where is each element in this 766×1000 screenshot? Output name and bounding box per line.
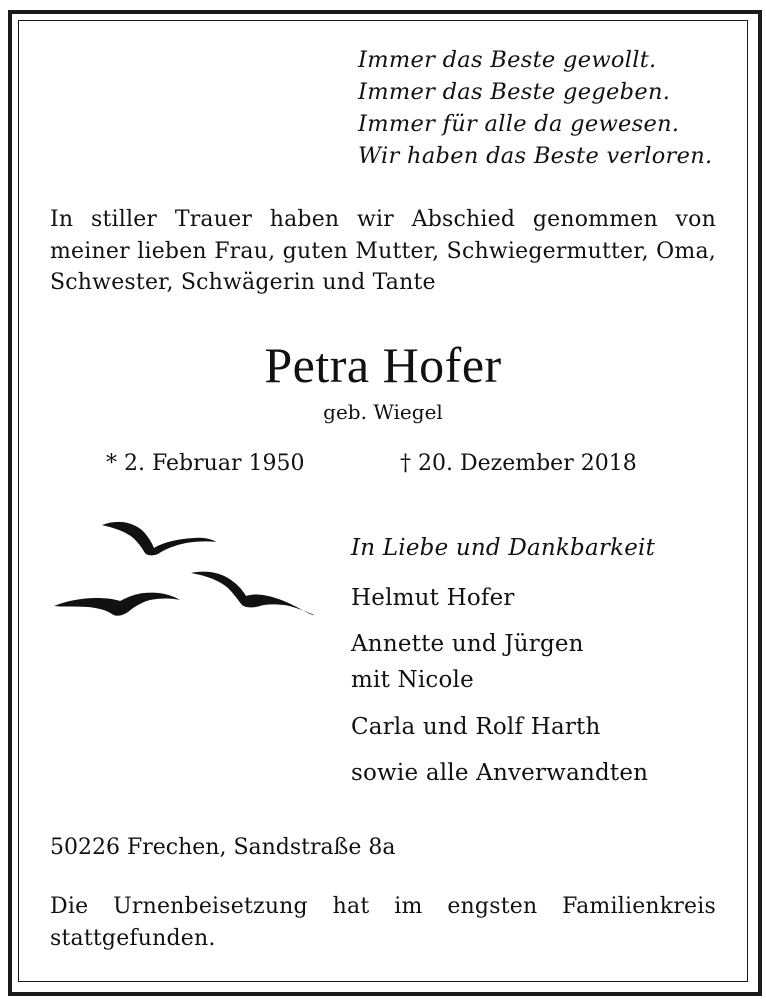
bird-icon bbox=[102, 522, 216, 555]
bird-icon bbox=[191, 572, 314, 616]
death-date: † 20. Dezember 2018 bbox=[400, 451, 637, 476]
maiden-name: geb. Wiegel bbox=[323, 400, 443, 424]
poem-line: Wir haben das Beste verloren. bbox=[358, 143, 713, 169]
bird-icon bbox=[54, 593, 180, 616]
flying-birds-icon bbox=[48, 510, 320, 628]
poem-line: Immer das Beste gewollt. bbox=[358, 47, 657, 73]
address: 50226 Frechen, Sandstraße 8a bbox=[50, 835, 396, 860]
burial-note: Die Urnenbeisetzung hat im engsten Familienkreis stattgefunden. bbox=[50, 894, 716, 951]
mourners-heading: In Liebe und Dankbarkeit bbox=[351, 535, 656, 561]
mourner-line: sowie alle Anverwandten bbox=[351, 760, 649, 786]
mourner-line: Carla und Rolf Harth bbox=[351, 714, 601, 740]
mourner-line: Annette und Jürgen bbox=[351, 631, 584, 657]
birth-date: * 2. Februar 1950 bbox=[106, 451, 305, 476]
deceased-name: Petra Hofer bbox=[264, 337, 502, 393]
mourner-line: Helmut Hofer bbox=[351, 585, 515, 611]
intro-text: In stiller Trauer haben wir Abschied genommen von meiner lieben Frau, guten Mutter, Schwiegermutter, Oma, Schwester, Schwägerin und Tante bbox=[50, 207, 716, 295]
poem-line: Immer für alle da gewesen. bbox=[358, 111, 680, 137]
poem-line: Immer das Beste gegeben. bbox=[358, 79, 671, 105]
memorial-poem bbox=[358, 44, 738, 172]
mourner-line: mit Nicole bbox=[351, 667, 474, 693]
